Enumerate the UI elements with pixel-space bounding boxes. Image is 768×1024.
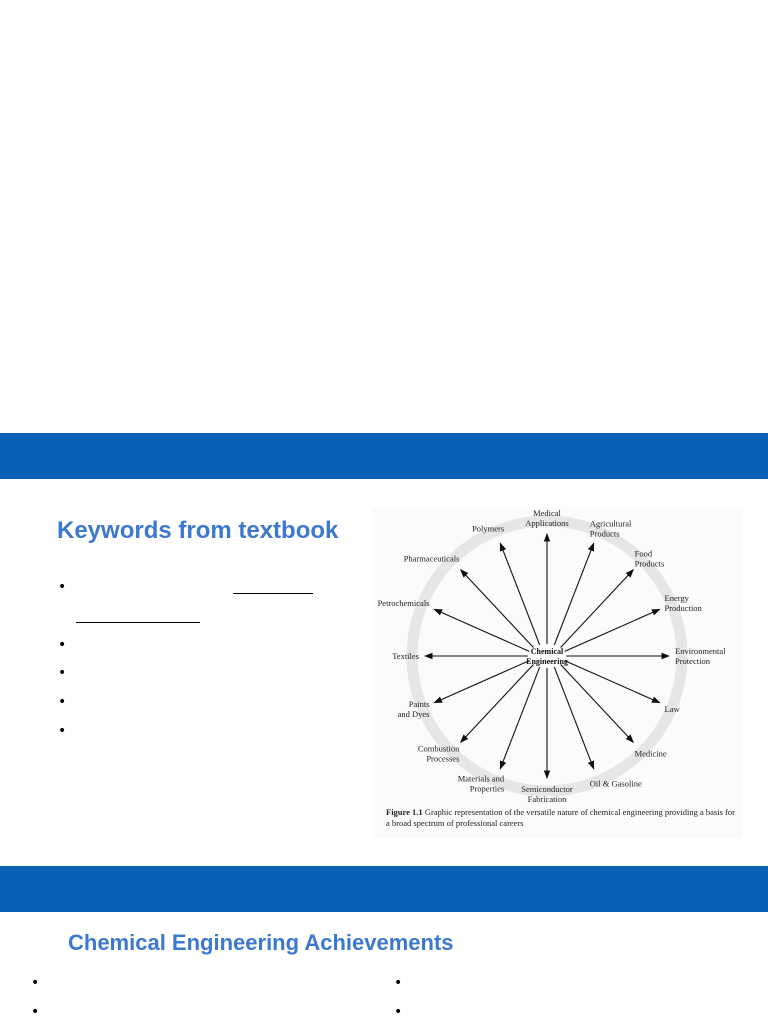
chemical-engineering-figure — [372, 508, 742, 838]
radial-arrow — [500, 543, 539, 645]
radial-label-line: Oil & Gasoline — [589, 778, 642, 789]
slide-separator-band — [0, 866, 768, 912]
blank-slide-area — [0, 0, 768, 433]
radial-arrow — [565, 661, 660, 703]
radial-arrow — [461, 570, 534, 648]
radial-label-line: Agricultural — [589, 518, 632, 529]
radial-label-line: Semiconductor — [521, 784, 573, 794]
bullet: • — [31, 1004, 40, 1020]
radial-arrow — [500, 667, 539, 769]
section-title-achievements: Chemical Engineering Achievements — [68, 930, 454, 955]
bullet: • — [394, 975, 403, 991]
bullet: • — [394, 1004, 403, 1020]
bullet: • — [58, 723, 67, 739]
radial-arrow — [461, 665, 534, 743]
radial-label-line: Polymers — [472, 523, 505, 534]
radial-label-line: Medical — [533, 508, 561, 518]
fill-in-blank-line — [76, 622, 200, 623]
bullet: • — [58, 665, 67, 681]
bullet: • — [58, 694, 67, 710]
radial-label-line: Materials and — [457, 773, 505, 784]
radial-label-line: Pharmaceuticals — [403, 553, 460, 564]
radial-arrow — [554, 543, 593, 645]
radial-label-line: Medicine — [634, 748, 667, 759]
bullet: • — [58, 579, 67, 595]
radial-label-line: Fabrication — [527, 794, 567, 804]
radial-arrow — [561, 665, 634, 743]
radial-arrow — [434, 609, 529, 651]
radial-label-line: Paints — [408, 698, 430, 709]
caption-text: Graphic representation of the versatile nature of chemical engineering providing a basis for a broad spectrum of professional careers — [386, 807, 735, 828]
center-label-line: Engineering — [526, 657, 568, 666]
slide-separator-band — [0, 433, 768, 479]
figure-caption — [386, 807, 736, 829]
radial-label-line: Petrochemicals — [377, 598, 430, 609]
radial-label-line: Textiles — [392, 651, 419, 661]
radial-arrow — [565, 609, 660, 651]
radial-arrow — [434, 661, 529, 703]
radial-label-line: Protection — [675, 656, 710, 666]
radial-label-line: Production — [664, 603, 702, 614]
center-label-line: Chemical — [530, 647, 564, 656]
radial-label-line: and Dyes — [397, 708, 430, 719]
radial-label-line: Energy — [664, 593, 689, 604]
radial-label-line: Processes — [426, 753, 460, 764]
fill-in-blank-line — [233, 593, 313, 594]
radial-diagram — [372, 508, 742, 808]
bullet: • — [58, 637, 67, 653]
caption-label: Figure 1.1 — [386, 807, 423, 817]
radial-label-line: Properties — [469, 783, 505, 794]
radial-label-line: Products — [589, 528, 620, 539]
radial-label-line: Products — [634, 558, 665, 569]
radial-label-line: Food — [634, 548, 653, 559]
radial-label-line: Law — [664, 703, 680, 714]
radial-label-line: Applications — [525, 518, 569, 528]
section-title-keywords: Keywords from textbook — [57, 517, 339, 544]
radial-label-line: Environmental — [675, 646, 726, 656]
radial-label-line: Combustion — [417, 743, 460, 754]
radial-arrow — [561, 570, 634, 648]
radial-arrow — [554, 667, 593, 769]
bullet: • — [31, 975, 40, 991]
